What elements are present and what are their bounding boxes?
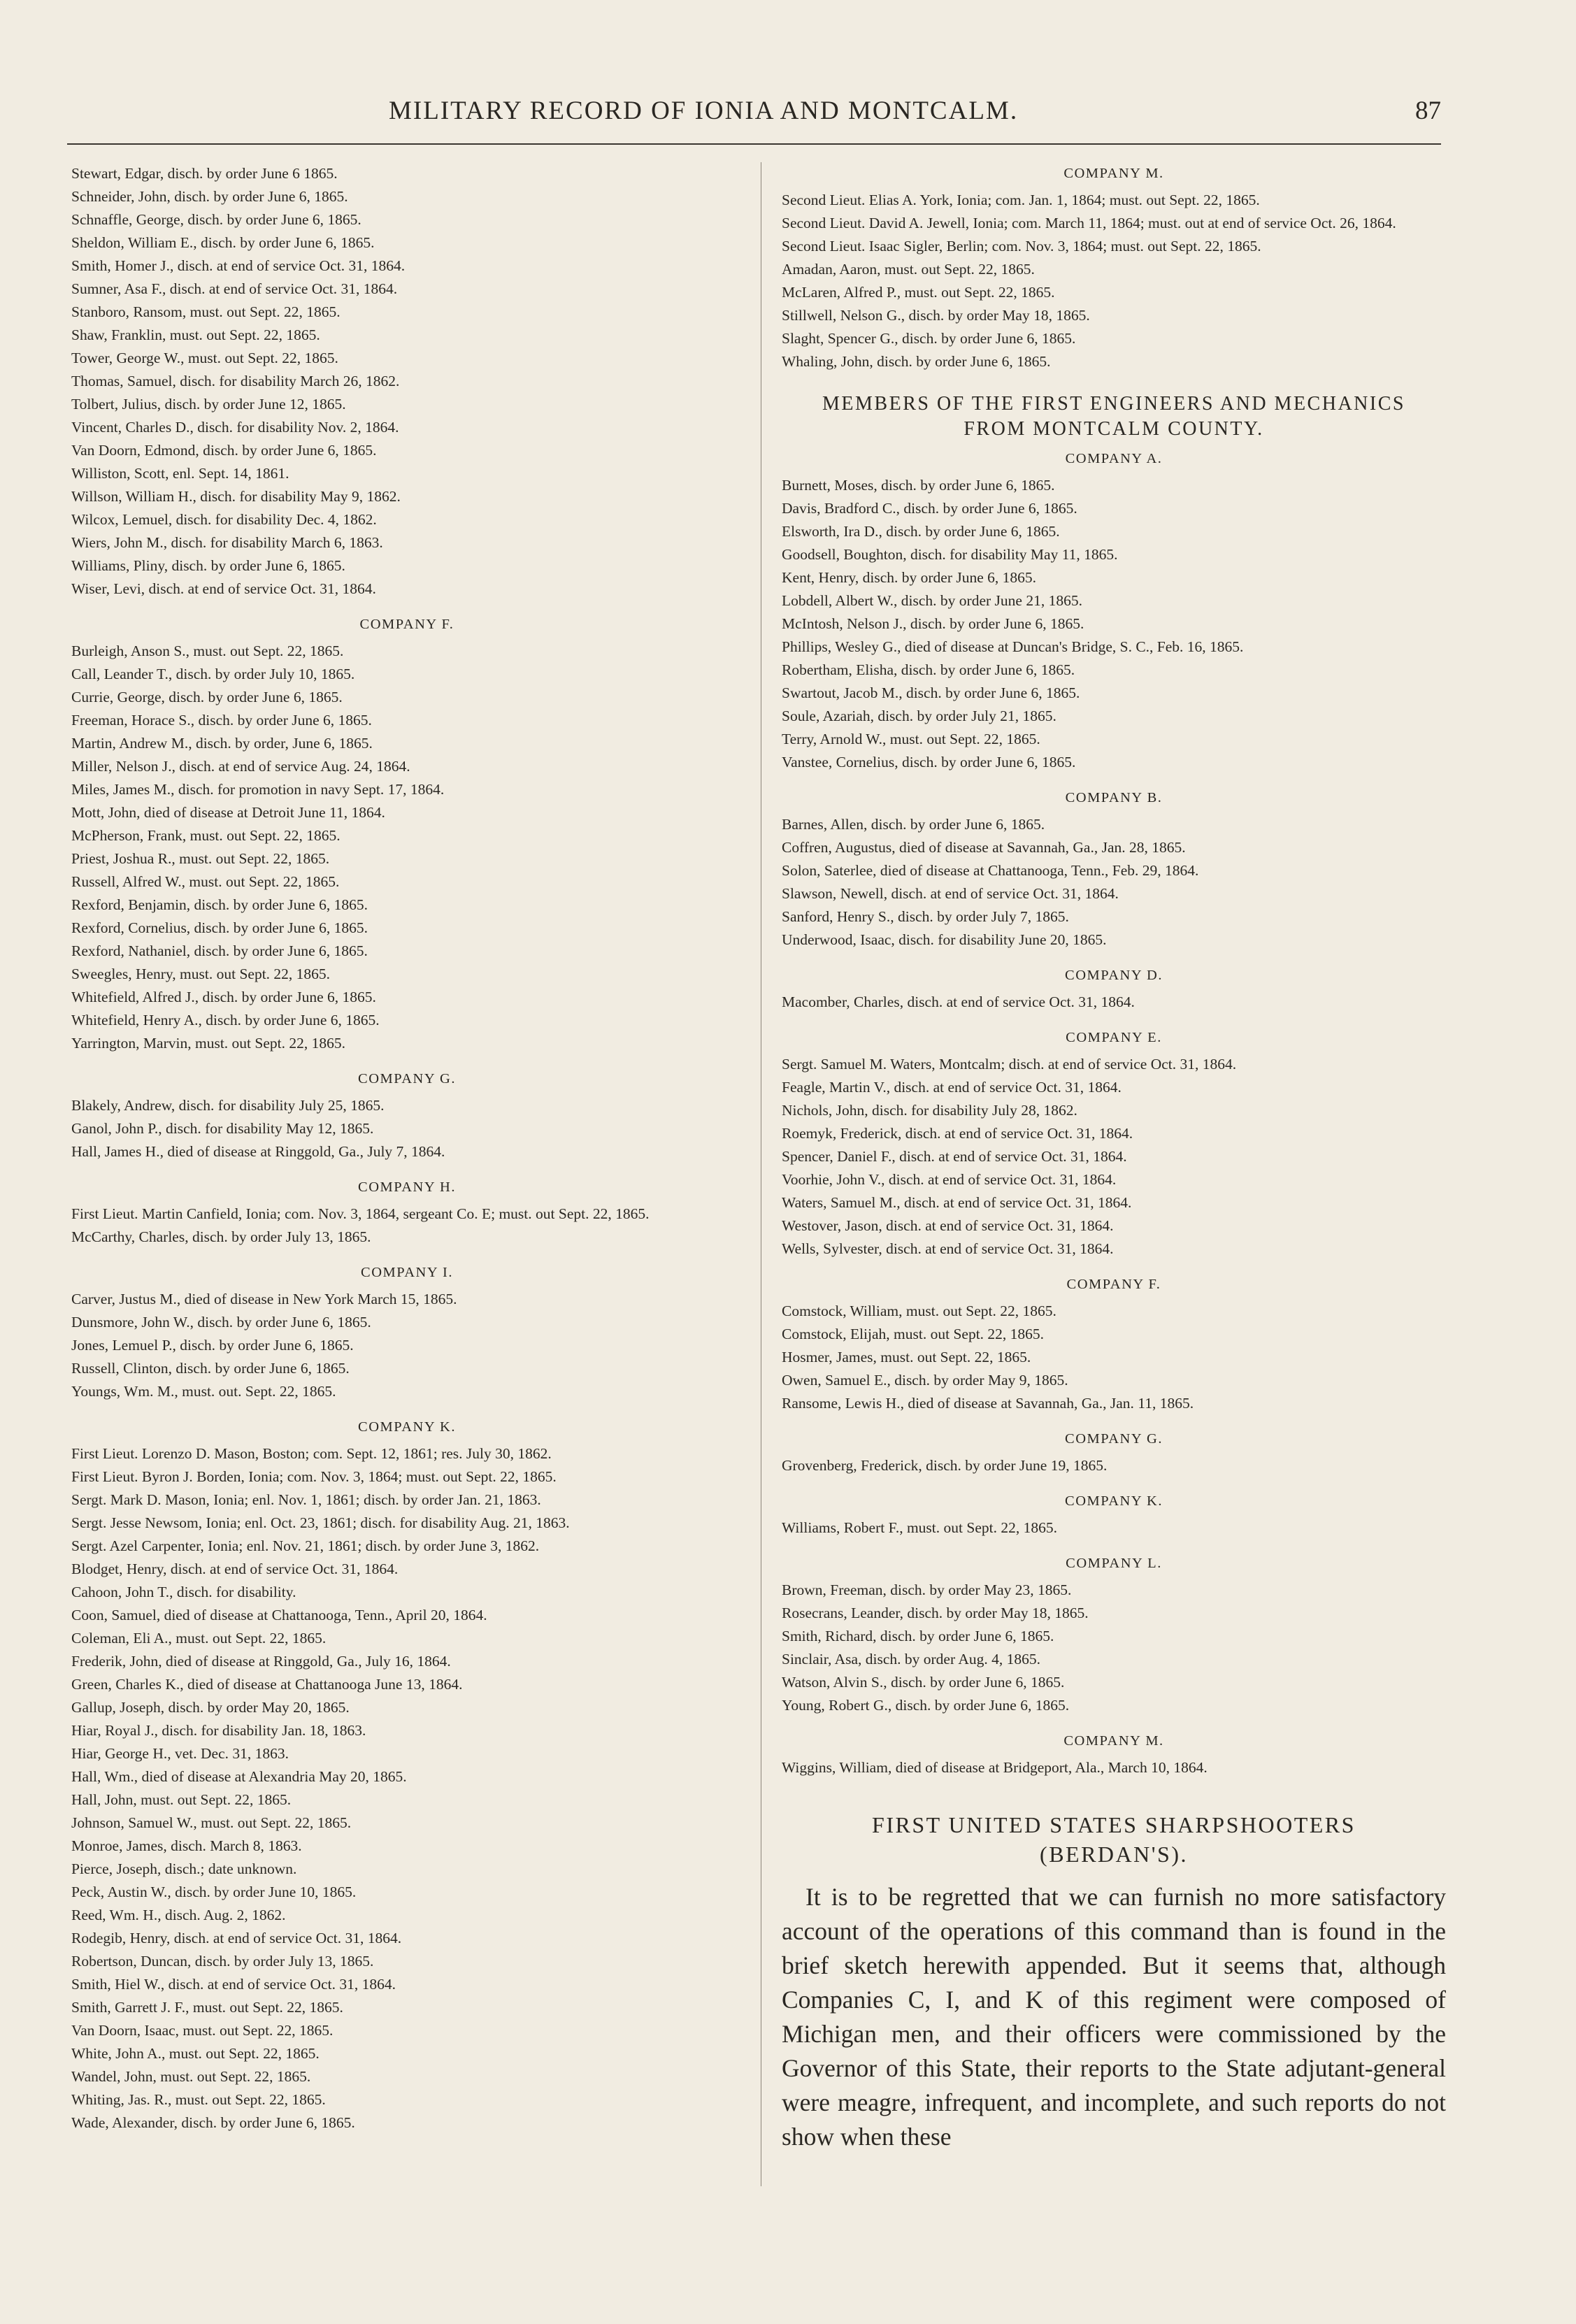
roster-entry: Reed, Wm. H., disch. Aug. 2, 1862. [71,1907,286,1923]
roster-entry: Davis, Bradford C., disch. by order June 6, 1865. [782,500,1077,517]
roster-entry: Call, Leander T., disch. by order July 10, 1865. [71,666,355,682]
roster-entry: Feagle, Martin V., disch. at end of service Oct. 31, 1864. [782,1079,1122,1096]
roster-entry: Robertham, Elisha, disch. by order June 6, 1865. [782,661,1075,678]
roster-entry: First Lieut. Lorenzo D. Mason, Boston; com. Sept. 12, 1861; res. July 30, 1862. [71,1445,552,1462]
roster-entry: Sergt. Mark D. Mason, Ionia; enl. Nov. 1, 1861; disch. by order Jan. 21, 1863. [71,1491,541,1508]
company-heading: COMPANY M. [1063,1733,1164,1749]
roster-entry: Wiggins, William, died of disease at Bridgeport, Ala., March 10, 1864. [782,1759,1208,1776]
roster-entry: Hall, Wm., died of disease at Alexandria May 20, 1865. [71,1768,407,1785]
roster-entry: Rexford, Cornelius, disch. by order June 6, 1865. [71,919,368,936]
company-heading: COMPANY E. [1066,1030,1162,1045]
roster-entry: Wilcox, Lemuel, disch. for disability Dec. 4, 1862. [71,511,377,528]
roster-entry: Cahoon, John T., disch. for disability. [71,1584,296,1600]
company-heading: COMPANY G. [358,1071,456,1086]
roster-entry: Smith, Richard, disch. by order June 6, 1865. [782,1628,1054,1644]
roster-entry: Young, Robert G., disch. by order June 6, 1865. [782,1697,1070,1714]
roster-entry: Hiar, Royal J., disch. for disability Jan. 18, 1863. [71,1722,366,1739]
roster-entry: Rodegib, Henry, disch. at end of service Oct. 31, 1864. [71,1930,402,1946]
roster-entry: Freeman, Horace S., disch. by order June 6, 1865. [71,712,372,729]
section-heading [782,392,1446,442]
roster-entry: Macomber, Charles, disch. at end of service Oct. 31, 1864. [782,994,1135,1010]
company-heading: COMPANY L. [1066,1556,1162,1571]
section-heading [782,1810,1446,1869]
company-heading: COMPANY F. [359,617,454,632]
roster-entry: Schneider, John, disch. by order June 6, 1865. [71,188,348,205]
roster-entry: Sheldon, William E., disch. by order June 6, 1865. [71,234,375,251]
roster-entry: Hall, John, must. out Sept. 22, 1865. [71,1791,292,1808]
roster-entry: Underwood, Isaac, disch. for disability June 20, 1865. [782,931,1107,948]
roster-entry: Priest, Joshua R., must. out Sept. 22, 1865. [71,850,330,867]
roster-entry: Stewart, Edgar, disch. by order June 6 1865. [71,165,338,182]
roster-entry: Willson, William H., disch. for disability May 9, 1862. [71,488,401,505]
roster-entry: Voorhie, John V., disch. at end of service Oct. 31, 1864. [782,1171,1117,1188]
roster-entry: First Lieut. Byron J. Borden, Ionia; com. Nov. 3, 1864; must. out Sept. 22, 1865. [71,1468,557,1485]
roster-entry: Waters, Samuel M., disch. at end of service Oct. 31, 1864. [782,1194,1132,1211]
roster-entry: Youngs, Wm. M., must. out. Sept. 22, 1865. [71,1383,336,1400]
roster-entry: McLaren, Alfred P., must. out Sept. 22, 1865. [782,284,1055,301]
roster-entry: White, John A., must. out Sept. 22, 1865. [71,2045,320,2062]
roster-entry: Whaling, John, disch. by order June 6, 1865. [782,353,1051,370]
roster-entry: Goodsell, Boughton, disch. for disability May 11, 1865. [782,546,1118,563]
roster-entry: Russell, Clinton, disch. by order June 6, 1865. [71,1360,350,1377]
company-heading: COMPANY H. [358,1179,456,1195]
roster-entry: Martin, Andrew M., disch. by order, June 6, 1865. [71,735,373,752]
roster-entry: Stillwell, Nelson G., disch. by order May 18, 1865. [782,307,1090,324]
roster-entry: Lobdell, Albert W., disch. by order June 21, 1865. [782,592,1082,609]
roster-entry: Sumner, Asa F., disch. at end of service Oct. 31, 1864. [71,280,398,297]
roster-entry: Van Doorn, Edmond, disch. by order June 6, 1865. [71,442,377,459]
roster-entry: Grovenberg, Frederick, disch. by order June 19, 1865. [782,1457,1108,1474]
roster-entry: Coffren, Augustus, died of disease at Savannah, Ga., Jan. 28, 1865. [782,839,1186,856]
roster-entry: Whitefield, Alfred J., disch. by order June 6, 1865. [71,989,376,1005]
roster-entry: Thomas, Samuel, disch. for disability March 26, 1862. [71,373,400,389]
roster-entry: Burnett, Moses, disch. by order June 6, 1865. [782,477,1055,494]
roster-entry: Wandel, John, must. out Sept. 22, 1865. [71,2068,311,2085]
roster-entry: Smith, Homer J., disch. at end of service Oct. 31, 1864. [71,257,406,274]
roster-entry: Soule, Azariah, disch. by order July 21, 1865. [782,708,1056,724]
roster-entry: Gallup, Joseph, disch. by order May 20, 1865. [71,1699,350,1716]
roster-entry: Coleman, Eli A., must. out Sept. 22, 1865. [71,1630,327,1647]
roster-entry: Whitefield, Henry A., disch. by order June 6, 1865. [71,1012,380,1028]
roster-entry: Miller, Nelson J., disch. at end of service Aug. 24, 1864. [71,758,410,775]
roster-entry: Blodget, Henry, disch. at end of service Oct. 31, 1864. [71,1561,399,1577]
section-heading-subline: FROM MONTCALM COUNTY. [963,418,1264,440]
roster-entry: Robertson, Duncan, disch. by order July 13, 1865. [71,1953,374,1970]
roster-entry: Green, Charles K., died of disease at Chattanooga June 13, 1864. [71,1676,463,1693]
roster-entry: Sergt. Azel Carpenter, Ionia; enl. Nov. 21, 1861; disch. by order June 3, 1862. [71,1537,540,1554]
roster-entry: Peck, Austin W., disch. by order June 10, 1865. [71,1884,357,1900]
roster-entry: Smith, Garrett J. F., must. out Sept. 22, 1865. [71,1999,343,2016]
roster-entry: Tolbert, Julius, disch. by order June 12, 1865. [71,396,346,413]
roster-entry: Sanford, Henry S., disch. by order July 7, 1865. [782,908,1069,925]
roster-entry: Stanboro, Ransom, must. out Sept. 22, 1865. [71,303,341,320]
roster-entry: Russell, Alfred W., must. out Sept. 22, 1865. [71,873,340,890]
roster-entry: McIntosh, Nelson J., disch. by order June 6, 1865. [782,615,1084,632]
roster-entry: Nichols, John, disch. for disability July 28, 1862. [782,1102,1077,1119]
roster-entry: Shaw, Franklin, must. out Sept. 22, 1865. [71,327,320,343]
company-heading: COMPANY M. [1063,166,1164,181]
roster-entry: Whiting, Jas. R., must. out Sept. 22, 1865. [71,2091,326,2108]
section-heading-line: MEMBERS OF THE FIRST ENGINEERS AND MECHANICS [822,393,1405,415]
roster-entry: Monroe, James, disch. March 8, 1863. [71,1837,302,1854]
roster-entry: Smith, Hiel W., disch. at end of service Oct. 31, 1864. [71,1976,396,1993]
roster-entry: Wiers, John M., disch. for disability March 6, 1863. [71,534,383,551]
roster-entry: Wells, Sylvester, disch. at end of service Oct. 31, 1864. [782,1240,1114,1257]
roster-entry: Slaght, Spencer G., disch. by order June 6, 1865. [782,330,1076,347]
roster-entry: Vanstee, Cornelius, disch. by order June 6, 1865. [782,754,1076,770]
roster-entry: Elsworth, Ira D., disch. by order June 6, 1865. [782,523,1060,540]
section-heading-line: FIRST UNITED STATES SHARPSHOOTERS [872,1812,1356,1837]
roster-entry: Roemyk, Frederick, disch. at end of service Oct. 31, 1864. [782,1125,1133,1142]
roster-entry: Rexford, Nathaniel, disch. by order June 6, 1865. [71,942,368,959]
running-title: MILITARY RECORD OF IONIA AND MONTCALM. [389,96,1019,125]
roster-entry: Burleigh, Anson S., must. out Sept. 22, 1865. [71,643,344,659]
roster-entry: Ransome, Lewis H., died of disease at Savannah, Ga., Jan. 11, 1865. [782,1395,1194,1412]
roster-entry: Solon, Saterlee, died of disease at Chattanooga, Tenn., Feb. 29, 1864. [782,862,1199,879]
roster-entry: Comstock, Elijah, must. out Sept. 22, 1865. [782,1326,1045,1342]
roster-entry: Dunsmore, John W., disch. by order June 6, 1865. [71,1314,371,1330]
roster-entry: Carver, Justus M., died of disease in New York March 15, 1865. [71,1291,457,1307]
roster-entry: Second Lieut. Elias A. York, Ionia; com. Jan. 1, 1864; must. out Sept. 22, 1865. [782,192,1260,208]
roster-entry: Schnaffle, George, disch. by order June 6, 1865. [71,211,361,228]
right-column [782,162,1446,2154]
roster-entry: Vincent, Charles D., disch. for disability Nov. 2, 1864. [71,419,399,436]
roster-entry: Hall, James H., died of disease at Ringgold, Ga., July 7, 1864. [71,1143,445,1160]
section-heading-subline: (BERDAN'S). [1040,1842,1188,1867]
roster-entry: Sergt. Jesse Newsom, Ionia; enl. Oct. 23, 1861; disch. for disability Aug. 21, 1863. [71,1514,570,1531]
roster-entry: Rosecrans, Leander, disch. by order May 18, 1865. [782,1605,1089,1621]
roster-entry: Second Lieut. David A. Jewell, Ionia; com. March 11, 1864; must. out at end of service Oct. 26, 1864. [782,215,1396,231]
roster-entry: Williston, Scott, enl. Sept. 14, 1861. [71,465,289,482]
company-heading: COMPANY B. [1065,790,1163,805]
roster-entry: Kent, Henry, disch. by order June 6, 1865. [782,569,1037,586]
roster-entry: Coon, Samuel, died of disease at Chattanooga, Tenn., April 20, 1864. [71,1607,487,1623]
roster-entry: Sweegles, Henry, must. out Sept. 22, 1865. [71,966,331,982]
roster-entry: Currie, George, disch. by order June 6, 1865. [71,689,343,705]
roster-entry: Sergt. Samuel M. Waters, Montcalm; disch. at end of service Oct. 31, 1864. [782,1056,1237,1073]
roster-entry: Hiar, George H., vet. Dec. 31, 1863. [71,1745,289,1762]
roster-entry: Second Lieut. Isaac Sigler, Berlin; com. Nov. 3, 1864; must. out Sept. 22, 1865. [782,238,1261,254]
roster-entry: Wade, Alexander, disch. by order June 6, 1865. [71,2114,355,2131]
roster-entry: Frederik, John, died of disease at Ringgold, Ga., July 16, 1864. [71,1653,451,1670]
roster-entry: Owen, Samuel E., disch. by order May 9, 1865. [782,1372,1068,1389]
roster-entry: Wiser, Levi, disch. at end of service Oct. 31, 1864. [71,580,376,597]
roster-entry: Yarrington, Marvin, must. out Sept. 22, 1865. [71,1035,345,1052]
company-heading: COMPANY K. [1065,1493,1163,1509]
company-heading: COMPANY G. [1065,1431,1163,1447]
left-column [71,162,743,2135]
company-heading: COMPANY F. [1066,1277,1161,1292]
roster-entry: Spencer, Daniel F., disch. at end of service Oct. 31, 1864. [782,1148,1127,1165]
company-heading: COMPANY A. [1065,451,1163,466]
roster-entry: Barnes, Allen, disch. by order June 6, 1865. [782,816,1045,833]
roster-entry: Phillips, Wesley G., died of disease at Duncan's Bridge, S. C., Feb. 16, 1865. [782,638,1244,655]
roster-entry: Hosmer, James, must. out Sept. 22, 1865. [782,1349,1031,1365]
roster-entry: Van Doorn, Isaac, must. out Sept. 22, 1865. [71,2022,334,2039]
roster-entry: Watson, Alvin S., disch. by order June 6, 1865. [782,1674,1065,1691]
roster-entry: Miles, James M., disch. for promotion in navy Sept. 17, 1864. [71,781,445,798]
roster-entry: Brown, Freeman, disch. by order May 23, 1865. [782,1581,1072,1598]
roster-entry: Terry, Arnold W., must. out Sept. 22, 1865. [782,731,1040,747]
roster-entry: McCarthy, Charles, disch. by order July 13, 1865. [71,1228,371,1245]
roster-entry: Ganol, John P., disch. for disability May 12, 1865. [71,1120,374,1137]
roster-entry: Blakely, Andrew, disch. for disability July 25, 1865. [71,1097,385,1114]
roster-entry: Swartout, Jacob M., disch. by order June 6, 1865. [782,684,1080,701]
company-heading: COMPANY D. [1065,968,1163,983]
roster-entry: Amadan, Aaron, must. out Sept. 22, 1865. [782,261,1035,278]
roster-entry: Tower, George W., must. out Sept. 22, 1865. [71,350,338,366]
roster-entry: McPherson, Frank, must. out Sept. 22, 1865. [71,827,341,844]
roster-entry: Slawson, Newell, disch. at end of service Oct. 31, 1864. [782,885,1119,902]
company-heading: COMPANY K. [358,1419,456,1435]
roster-entry: Jones, Lemuel P., disch. by order June 6, 1865. [71,1337,354,1354]
roster-entry: Johnson, Samuel W., must. out Sept. 22, 1865. [71,1814,352,1831]
roster-entry: Westover, Jason, disch. at end of service Oct. 31, 1864. [782,1217,1114,1234]
page-number: 87 [1415,96,1441,125]
roster-entry: Rexford, Benjamin, disch. by order June 6, 1865. [71,896,368,913]
page-header [67,87,1441,145]
roster-entry: Comstock, William, must. out Sept. 22, 1865. [782,1303,1056,1319]
roster-entry: Williams, Robert F., must. out Sept. 22, 1865. [782,1519,1057,1536]
roster-entry: First Lieut. Martin Canfield, Ionia; com. Nov. 3, 1864, sergeant Co. E; must. out Sept. 22, 1865. [71,1205,650,1222]
roster-entry: Williams, Pliny, disch. by order June 6, 1865. [71,557,345,574]
company-heading: COMPANY I. [361,1265,453,1280]
roster-entry: Pierce, Joseph, disch.; date unknown. [71,1860,297,1877]
roster-entry: Sinclair, Asa, disch. by order Aug. 4, 1865. [782,1651,1040,1667]
roster-entry: Mott, John, died of disease at Detroit June 11, 1864. [71,804,385,821]
body-paragraph: It is to be regretted that we can furnish no more satisfactory account of the operations of this command than is found in the brief sketch herewith appended. But it seems that, although Companies C, I, and K of this regiment were composed of Michigan men, and their officers were commissioned by the Governor of this State, their reports to the State adjutant-general were meagre, infrequent, and incomplete, and such reports do not show when these [782,1883,1446,2151]
